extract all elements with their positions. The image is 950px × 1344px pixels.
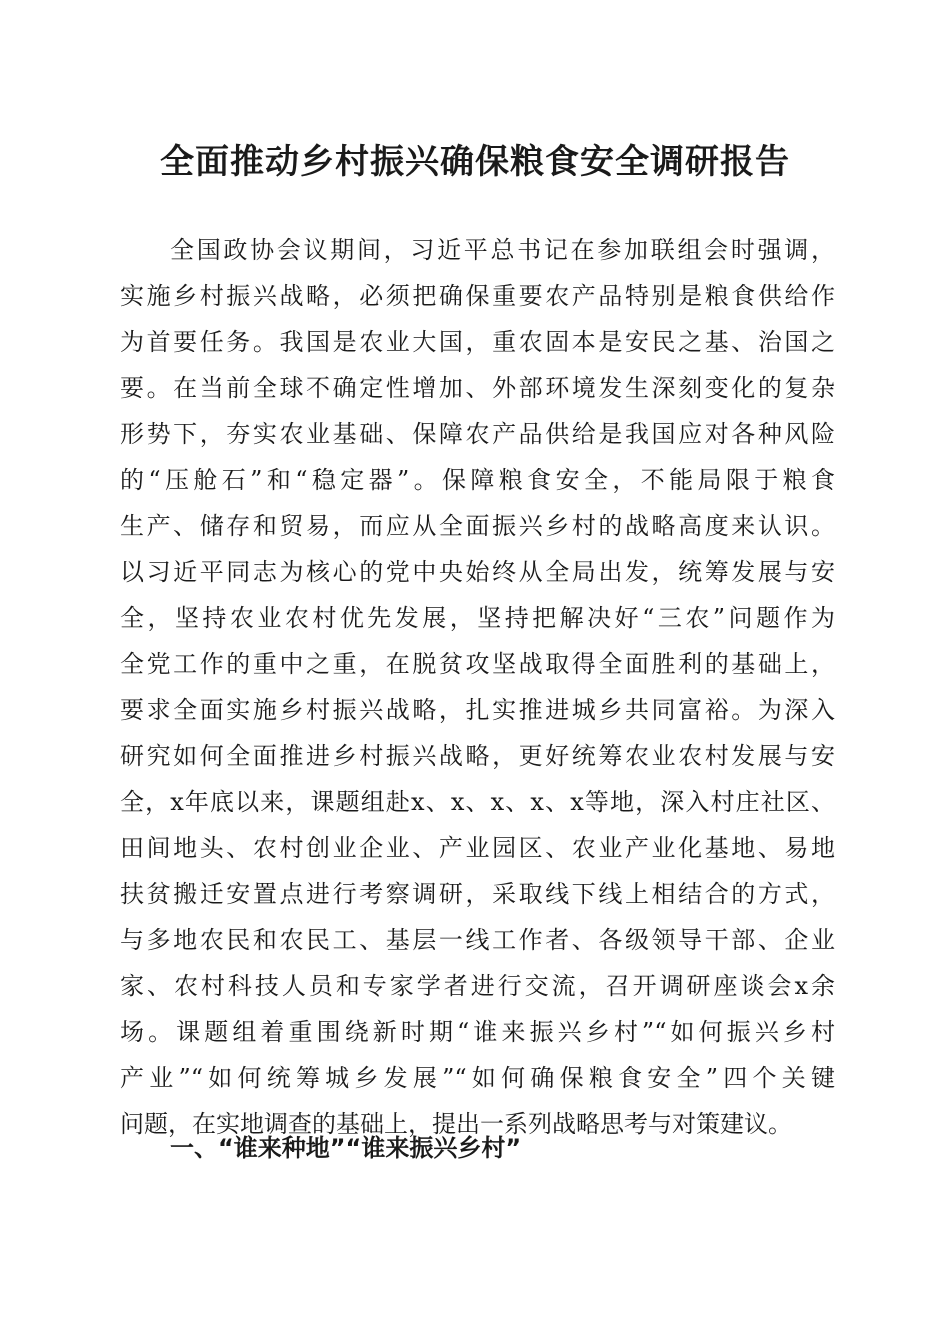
paragraph-line: 与多地农民和农民工、基层一线工作者、各级领导干部、企业 (120, 926, 835, 954)
paragraph-line: 研究如何全面推进乡村振兴战略，更好统筹农业农村发展与安 (120, 742, 835, 770)
paragraph-line: 生产、储存和贸易，而应从全面振兴乡村的战略高度来认识。 (120, 512, 835, 540)
paragraph-line: 以习近平同志为核心的党中央始终从全局出发，统筹发展与安 (120, 558, 835, 586)
paragraph-line: 扶贫搬迁安置点进行考察调研，采取线下线上相结合的方式， (120, 880, 835, 908)
section-heading: 一、“谁来种地”“谁来振兴乡村” (170, 1134, 522, 1162)
paragraph-line: 场。课题组着重围绕新时期“谁来振兴乡村”“如何振兴乡村 (120, 1018, 835, 1046)
paragraph-line: 全党工作的重中之重，在脱贫攻坚战取得全面胜利的基础上， (120, 650, 835, 678)
document-title: 全面推动乡村振兴确保粮食安全调研报告 (160, 142, 790, 182)
paragraph-line: 产业”“如何统筹城乡发展”“如何确保粮食安全”四个关键 (120, 1064, 835, 1092)
paragraph-line: 要。在当前全球不确定性增加、外部环境发生深刻变化的复杂 (120, 374, 835, 402)
paragraph-line: 田间地头、农村创业企业、产业园区、农业产业化基地、易地 (120, 834, 835, 862)
paragraph-line: 形势下，夯实农业基础、保障农产品供给是我国应对各种风险 (120, 420, 835, 448)
paragraph-line: 为首要任务。我国是农业大国，重农固本是安民之基、治国之 (120, 328, 835, 356)
paragraph-line: 全国政协会议期间，习近平总书记在参加联组会时强调， (170, 236, 835, 264)
paragraph-line: 家、农村科技人员和专家学者进行交流，召开调研座谈会x余 (120, 972, 835, 1000)
paragraph-line: 全，x年底以来，课题组赴x、x、x、x、x等地，深入村庄社区、 (120, 788, 835, 816)
paragraph-line: 要求全面实施乡村振兴战略，扎实推进城乡共同富裕。为深入 (120, 696, 835, 724)
paragraph-line: 实施乡村振兴战略，必须把确保重要农产品特别是粮食供给作 (120, 282, 835, 310)
paragraph-line: 的“压舱石”和“稳定器”。保障粮食安全，不能局限于粮食 (120, 466, 835, 494)
paragraph-line: 问题，在实地调查的基础上，提出一系列战略思考与对策建议。 (120, 1110, 792, 1138)
paragraph-line: 全，坚持农业农村优先发展，坚持把解决好“三农”问题作为 (120, 604, 835, 632)
